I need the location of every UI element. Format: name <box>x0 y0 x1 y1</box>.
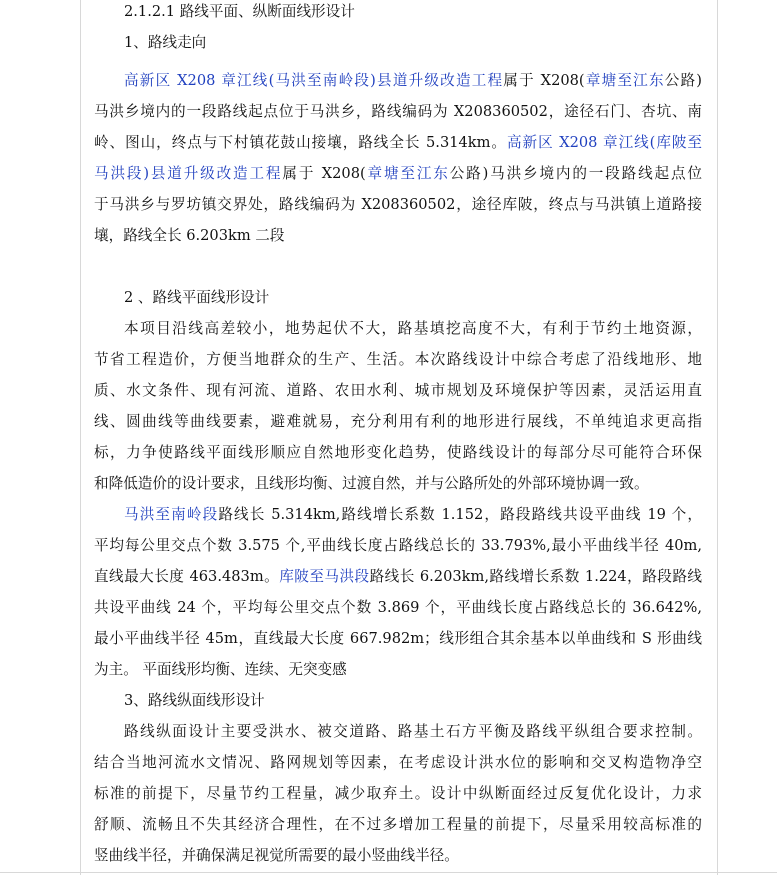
paragraph-line: 本项目沿线高差较小，地势起伏不大，路基填挖高度不大，有利于节约土地资源， <box>124 320 702 337</box>
road-link-2[interactable]: 章塘至江东 <box>365 165 450 182</box>
project-link-2[interactable]: 高新区 X208 章江线(库陂至 <box>506 134 702 151</box>
page-margin-left <box>80 0 81 875</box>
paragraph-line: 质、水文条件、现有河流、道路、农田水利、城市规划及环境保护等因素，灵活运用直 <box>94 382 702 399</box>
paragraph-plane-stats <box>94 499 702 685</box>
segment-link-kubei-mahong[interactable]: 库陂至马洪段 <box>279 568 370 585</box>
paragraph-line: 为主。 平面线形均衡、连续、无突变感 <box>94 661 347 678</box>
paragraph-line: 马洪乡境内的一段路线起点位于马洪乡，路线编码为 X208360502，途径石门、杏坑、南 <box>94 103 702 120</box>
paragraph-line <box>94 561 702 592</box>
road-link-1[interactable]: 章塘至江东 <box>584 72 665 89</box>
project-link-2-cont[interactable]: 马洪段)县道升级改造工程 <box>94 165 283 182</box>
blank-line <box>94 251 702 282</box>
paragraph-line: 路线纵面设计主要受洪水、被交道路、路基土石方平衡及路线平纵组合要求控制。 <box>124 723 702 740</box>
text-run: 路线长 5.314km,路线增长系数 1.152，路段路线共设平曲线 19 个， <box>218 506 702 523</box>
paragraph-line: 壤，路线全长 6.203km 二段 <box>94 227 285 244</box>
document-body <box>94 0 702 871</box>
paragraph-line <box>94 65 702 96</box>
text-run: 直线最大长度 463.483m。 <box>94 568 280 585</box>
text-run: 属于 X208( <box>503 72 585 89</box>
project-link-1[interactable]: 高新区 X208 章江线(马洪至南岭段)县道升级改造工程 <box>124 72 504 89</box>
paragraph-route-direction <box>94 65 702 251</box>
paragraph-line: 共设平曲线 24 个，平均每公里交点个数 3.869 个，平曲线长度占路线总长的 36.642%, <box>94 599 702 616</box>
paragraph-plane-design <box>94 313 702 499</box>
paragraph-line: 结合当地河流水文情况、路网规划等因素，在考虑设计洪水位的影响和交叉构造物净空 <box>94 754 702 771</box>
paragraph-line: 线、圆曲线等曲线要素，避难就易，充分利用有利的地形进行展线，不单纯追求更高指 <box>94 413 702 430</box>
paragraph-line: 最小平曲线半径 45m，直线最大长度 667.982m；线形组合其余基本以单曲线和 S 形曲线 <box>94 630 702 647</box>
paragraph-line: 平均每公里交点个数 3.575 个,平曲线长度占路线总长的 33.793%,最小平曲线半径 40m, <box>94 537 702 554</box>
segment-link-mahong-nanling[interactable]: 马洪至南岭段 <box>124 506 219 523</box>
paragraph-line: 于马洪乡与罗坊镇交界处，路线编码为 X208360502，途径库陂，终点与马洪镇上道路接 <box>94 196 702 213</box>
paragraph-line <box>94 158 702 189</box>
paragraph-line: 节省工程造价，方便当地群众的生产、生活。本次路线设计中综合考虑了沿线地形、地 <box>94 351 702 368</box>
page-margin-right <box>717 0 718 875</box>
text-run: 岭、图山，终点与下村镇花鼓山接壤，路线全长 5.314km。 <box>94 134 507 151</box>
paragraph-line: 标，力争使路线平面线形顺应自然地形变化趋势，使路线设计的每部分尽可能符合环保 <box>94 444 702 461</box>
page-margin-bottom <box>0 872 777 873</box>
paragraph-line: 竖曲线半径，并确保满足视觉所需要的最小竖曲线半径。 <box>94 847 459 864</box>
subheading-route-direction: 1、路线走向 <box>124 34 207 51</box>
text-run: 属于 X208( <box>282 165 366 182</box>
section-heading-2-1-2-1: 2.1.2.1 路线平面、纵断面线形设计 <box>124 3 355 20</box>
text-run: 公路)马洪乡境内的一段路线起点位 <box>449 165 702 182</box>
paragraph-line: 舒顺、流畅且不失其经济合理性，在不过多增加工程量的前提下，尽量采用较高标准的 <box>94 816 702 833</box>
text-run: 路线长 6.203km,路线增长系数 1.224，路段路线 <box>369 568 702 585</box>
paragraph-line: 和降低造价的设计要求，且线形均衡、过渡自然，并与公路所处的外部环境协调一致。 <box>94 475 649 492</box>
paragraph-vertical-design <box>94 716 702 871</box>
paragraph-line: 标准的前提下，尽量节约工程量，减少取弃土。设计中纵断面经过反复优化设计，力求 <box>94 785 702 802</box>
paragraph-line <box>94 127 702 158</box>
subheading-vertical-alignment: 3、路线纵面线形设计 <box>124 692 265 709</box>
text-run: 公路) <box>664 72 702 89</box>
paragraph-line <box>94 499 702 530</box>
subheading-plane-alignment: 2 、路线平面线形设计 <box>124 289 270 306</box>
